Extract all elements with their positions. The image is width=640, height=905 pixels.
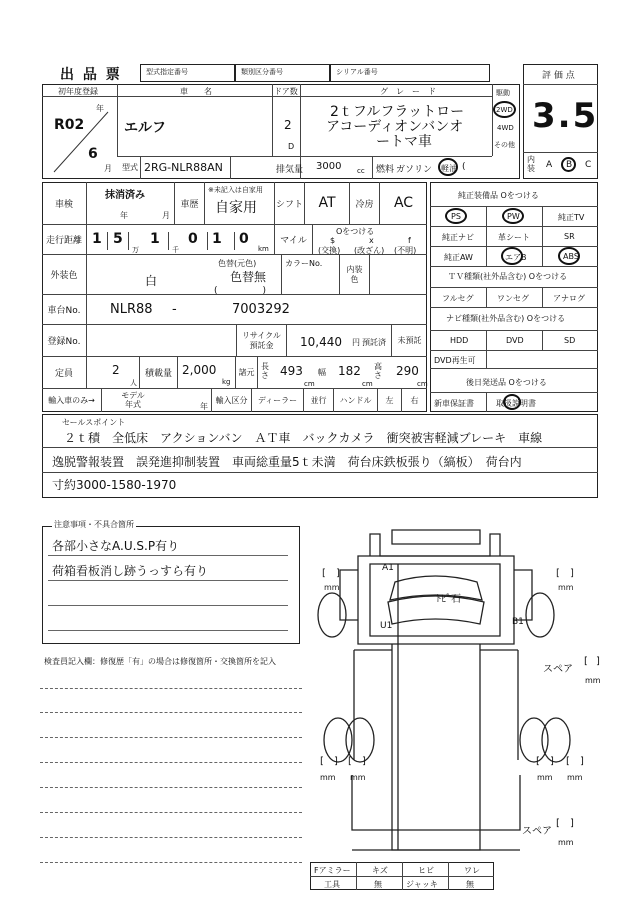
equip-leather: 革シート <box>498 233 530 242</box>
month-unit: 月 <box>104 164 112 173</box>
inspection-value: 抹消済み <box>105 190 145 201</box>
doors-value: 2 <box>284 118 292 132</box>
history-value: 自家用 <box>215 200 257 216</box>
sales-points-line-3: 寸約3000-1580-1970 <box>52 478 177 492</box>
after-title: 後日発送品 Oをつける <box>466 378 547 387</box>
tv-fullseg: フルセグ <box>442 294 474 303</box>
mm-rl2: mm <box>350 773 366 782</box>
spare-label-2: スペア <box>522 826 552 837</box>
inspection-label-cell <box>42 182 87 225</box>
load-value: 2,000 <box>182 363 217 377</box>
navi-hdd: HDD <box>450 336 469 345</box>
capacity-label-cell <box>42 357 87 389</box>
load-label: 積載量 <box>144 369 172 379</box>
model-label: 型式 <box>122 163 138 172</box>
mm-fl: mm <box>324 583 340 592</box>
handle-label: ハンドル <box>339 396 372 405</box>
equip-ps-circle <box>445 208 467 224</box>
dims-label-cell <box>236 357 258 389</box>
front-left-wheel <box>318 593 346 637</box>
bracket-fl-r: ] <box>336 568 340 579</box>
capacity-unit: 人 <box>130 379 137 387</box>
drive-label: 駆動 <box>496 89 510 97</box>
inspector-label: 検査員記入欄：修復歴「有」の場合は修復箇所・交換箇所を記入 <box>44 657 276 666</box>
footer-v1: 工具 <box>324 880 340 889</box>
color-label-cell <box>42 255 87 295</box>
mm-rr2: mm <box>567 773 583 782</box>
mileage-sen: 千 <box>172 246 179 254</box>
car-name: エルフ <box>124 120 166 136</box>
bracket-rl2-l: [ <box>348 756 352 767</box>
notes-line-2: 荷箱看板消し跡うっすら有り <box>52 564 209 578</box>
ac-value: AC <box>393 195 414 211</box>
tv-title: ＴＶ種類(社外品含む) Oをつける <box>448 272 568 281</box>
drive-4wd: 4WD <box>497 124 514 132</box>
mileage-digit-5: 1 <box>212 231 222 247</box>
shift-label: シフト <box>275 199 303 210</box>
model-year-unit: 年 <box>200 402 208 411</box>
height-label: 高さ <box>374 362 382 380</box>
windshield-label: ﾄﾋﾞ石 <box>436 594 461 605</box>
left-mirror <box>340 570 358 620</box>
footer-v4: 無 <box>466 880 474 889</box>
after-warranty: 新車保証書 <box>434 399 474 408</box>
dealer-cell[interactable] <box>252 389 304 412</box>
drive-other: その他 <box>494 141 515 149</box>
color-no-label: カラーNo. <box>285 259 323 268</box>
spare-1-bracket-l: [ <box>584 656 588 667</box>
bracket-fr-r: ] <box>570 568 574 579</box>
side-rails <box>354 650 518 760</box>
import-label: 輸入車のみ→ <box>48 396 95 405</box>
roof-panel <box>392 530 480 544</box>
dvd-play-label: DVD再生可 <box>434 356 476 365</box>
length-unit: cm <box>304 380 315 388</box>
ac-label: 冷房 <box>355 199 374 210</box>
footer-h2: キズ <box>372 866 388 875</box>
notes-label: 注意事項・不具合箇所 <box>54 520 134 529</box>
mile-unknown: (不明) <box>394 246 417 255</box>
car-name-label: 車 名 <box>180 87 212 96</box>
label-b1: B1 <box>512 617 524 627</box>
equip-airbag-circle <box>501 247 523 265</box>
width-value: 182 <box>338 364 361 378</box>
first-reg-month: 6 <box>88 146 98 162</box>
recycle-unpaid-cell <box>392 325 427 357</box>
model-value: 2RG-NLR88AN <box>144 161 223 174</box>
first-reg-year: R02 <box>54 117 85 133</box>
navi-title: ナビ種類(社外品含む) Oをつける <box>446 314 566 323</box>
length-value: 493 <box>280 364 303 378</box>
mileage-digit-1: 1 <box>92 231 102 247</box>
import-class-label-cell <box>212 389 252 412</box>
inspection-month-unit: 月 <box>162 211 170 220</box>
front-right-wheel <box>526 593 554 637</box>
reg-no-cell <box>87 325 237 357</box>
equip-aw: 純正AW <box>444 253 473 262</box>
spare-2-bracket-l: [ <box>556 818 560 829</box>
color-value: 白 <box>145 274 158 288</box>
reg-no-label: 登録No. <box>47 337 81 347</box>
rear-right-wheel-1 <box>520 718 548 762</box>
height-unit: cm <box>417 380 428 388</box>
rear-frame <box>352 775 520 830</box>
label-u1: U1 <box>380 621 393 631</box>
serial-label: シリアル番号 <box>336 68 378 76</box>
mm-rr1: mm <box>537 773 553 782</box>
doors-label: ドア数 <box>274 87 298 96</box>
load-label-cell <box>140 357 178 389</box>
mm-fr: mm <box>558 583 574 592</box>
dealer-option: ディーラー <box>257 396 298 405</box>
load-unit: kg <box>222 378 231 386</box>
recycle-unpaid: 未預託 <box>397 336 422 345</box>
mileage-man: 万 <box>132 246 139 254</box>
cc-label: 排気量 <box>276 165 304 175</box>
year-unit: 年 <box>96 104 104 113</box>
import-class-label: 輸入区分 <box>215 396 248 405</box>
equip-airbag: エアB <box>505 253 527 262</box>
equip-pw-circle <box>502 208 524 224</box>
color-no-cell <box>282 255 340 295</box>
fuel-label: 燃料 <box>376 165 395 175</box>
inspection-label: 車検 <box>54 199 73 210</box>
footer-h4: ワレ <box>464 866 480 875</box>
equip-ps: PS <box>451 212 461 221</box>
capacity-value: 2 <box>112 363 120 377</box>
model-year-label: モデル年式 <box>121 391 145 409</box>
equip-pw: PW <box>507 212 520 221</box>
color-change-label: 色替(元色) <box>218 259 257 268</box>
shift-cell <box>305 182 350 225</box>
grade-line-1: 2ｔフルフラットロー <box>330 104 465 120</box>
drive-2wd: 2WD <box>496 106 513 114</box>
bracket-rr2-l: [ <box>566 756 570 767</box>
bracket-fr: [ <box>556 568 560 579</box>
parallel-cell[interactable] <box>304 389 334 412</box>
grade-line-3: ートマ車 <box>376 134 432 150</box>
tv-oneseg: ワンセグ <box>497 294 529 303</box>
shift-value: AT <box>318 195 336 211</box>
bracket-rl1-l: [ <box>320 756 324 767</box>
interior-color-label-cell <box>340 255 370 295</box>
handle-label-cell <box>334 389 378 412</box>
sales-points-line-1: ２ｔ積 全低床 アクションバン ＡＴ車 バックカメラ 衝突被害軽減ブレーキ 車線 <box>64 431 543 445</box>
handle-right-cell[interactable] <box>402 389 427 412</box>
bracket-rr1-l: [ <box>536 756 540 767</box>
mile-f: f <box>408 236 411 245</box>
bracket-rl2-r: ] <box>362 756 366 767</box>
recycle-value: 10,440 <box>300 335 342 349</box>
shift-label-cell <box>275 182 305 225</box>
spare-1-mm: mm <box>585 676 601 685</box>
mile-x: x <box>369 236 374 245</box>
notes-line-1: 各部小さなA.U.S.P有り <box>52 539 180 553</box>
recycle-paid: 預託済 <box>362 338 386 347</box>
fuel-diesel: 軽油 <box>441 164 457 173</box>
handle-right: 右 <box>410 396 419 405</box>
inspection-year-unit: 年 <box>120 211 128 220</box>
interior-c: C <box>585 160 592 170</box>
equip-tv: 純正TV <box>558 213 585 222</box>
mile-circle-label: Oをつける <box>336 227 375 236</box>
parallel-option: 並行 <box>310 396 327 405</box>
chassis-dash: - <box>172 302 177 317</box>
equip-navi: 純正ナビ <box>442 233 474 242</box>
equipment-title: 純正装備品 Oをつける <box>458 191 539 200</box>
handle-left-cell[interactable] <box>378 389 402 412</box>
score-label: 評 価 点 <box>542 71 575 81</box>
chassis-number: 7003292 <box>232 302 290 317</box>
width-label: 幅 <box>318 368 326 377</box>
equip-abs: ABS <box>563 252 579 261</box>
mile-label: マイル <box>280 236 307 246</box>
mile-tampered: (改ざん) <box>354 246 385 255</box>
bracket-rr1-r: ] <box>550 756 554 767</box>
cc-value: 3000 <box>316 161 342 172</box>
interior-b: B <box>566 160 573 170</box>
grade-line-2: アコーディオンバンオ <box>326 119 464 135</box>
score-value: 3.5 <box>532 96 599 136</box>
interior-color-label: 内装色 <box>346 264 363 284</box>
mileage-label: 走行距離 <box>45 236 82 246</box>
history-note: ※未記入は自家用 <box>208 186 263 194</box>
recycle-label-cell <box>237 325 287 357</box>
navi-sd: SD <box>564 336 576 345</box>
mile-label-cell <box>275 225 313 255</box>
interior-b-circle <box>561 157 576 172</box>
dims-label: 諸元 <box>238 368 255 377</box>
history-label-cell <box>175 182 205 225</box>
recycle-unit: 円 <box>352 338 360 347</box>
fuel-diesel-circle <box>438 158 458 176</box>
handle-left: 左 <box>385 396 394 405</box>
spare-2-bracket-r: ] <box>570 818 574 829</box>
date-diagonal <box>50 108 110 174</box>
height-value: 290 <box>396 364 419 378</box>
history-label: 車歴 <box>180 199 199 210</box>
footer-h1: Fアミラー <box>314 866 351 875</box>
sales-points-label: セールスポイント <box>62 418 126 427</box>
body-outline <box>392 644 480 850</box>
chassis-label-cell <box>42 295 87 325</box>
door-unit: D <box>288 142 295 151</box>
length-label: 長さ <box>261 362 269 380</box>
fuel-paren: ( <box>462 162 466 172</box>
bracket-rl1-r: ] <box>334 756 338 767</box>
interior-a: A <box>546 160 553 170</box>
mileage-km: km <box>258 245 269 253</box>
mileage-digit-3: 1 <box>150 231 160 247</box>
mile-dollar: $ <box>330 236 336 245</box>
import-label-cell <box>42 389 102 412</box>
color-change-value: 色替無 <box>230 270 267 284</box>
equip-abs-circle <box>558 247 580 265</box>
cc-unit: cc <box>357 167 365 175</box>
footer-h3: ヒビ <box>418 866 434 875</box>
drive-2wd-circle <box>493 101 516 118</box>
color-change-paren: ( ) <box>214 286 267 296</box>
mm-rl1: mm <box>320 773 336 782</box>
bracket-fl: [ <box>322 568 326 579</box>
mileage-digit-4: 0 <box>188 231 198 247</box>
interior-color-cell <box>370 255 427 295</box>
mileage-digit-2: 5 <box>113 231 123 247</box>
interior-label: 内装 <box>527 155 535 173</box>
footer-v2: 無 <box>374 880 382 889</box>
chassis-prefix: NLR88 <box>110 302 153 317</box>
width-unit: cm <box>362 380 373 388</box>
capacity-label: 定員 <box>54 369 73 379</box>
recycle-label: リサイクル預託金 <box>242 330 281 350</box>
mileage-label-cell <box>42 225 87 255</box>
equip-sr: SR <box>564 232 575 241</box>
after-manual: 取扱説明書 <box>496 399 536 408</box>
page-title: 出 品 票 <box>60 67 122 83</box>
right-mirror <box>514 570 532 620</box>
class-no-label: 類別区分番号 <box>241 68 283 76</box>
mile-exchange: (交換) <box>318 246 341 255</box>
ac-label-cell <box>350 182 380 225</box>
color-label: 外装色 <box>50 271 78 281</box>
ac-cell <box>380 182 427 225</box>
spare-label-1: スペア <box>543 664 573 675</box>
spare-1-bracket-r: ] <box>596 656 600 667</box>
bracket-rr2-r: ] <box>580 756 584 767</box>
mileage-digit-6: 0 <box>239 231 249 247</box>
model-cert-label: 型式指定番号 <box>146 68 188 76</box>
after-manual-circle <box>503 394 521 410</box>
chassis-label: 車台No. <box>47 306 81 316</box>
footer-v3: ジャッキ <box>406 880 438 889</box>
first-reg-label: 初年度登録 <box>58 87 98 96</box>
vehicle-diagram <box>300 520 600 865</box>
navi-dvd: DVD <box>506 336 524 345</box>
tv-analog: アナログ <box>553 294 585 303</box>
fuel-value: ガソリン <box>396 165 433 175</box>
reg-no-label-cell <box>42 325 87 357</box>
sales-points-line-2: 逸脱警報装置 誤発進抑制装置 車両総重量5ｔ未満 荷台床鉄板張り（縞板） 荷台内 <box>52 455 522 469</box>
spare-2-mm: mm <box>558 838 574 847</box>
grade-label: グ レ ー ド <box>380 87 436 96</box>
label-a1: A1 <box>382 563 394 573</box>
